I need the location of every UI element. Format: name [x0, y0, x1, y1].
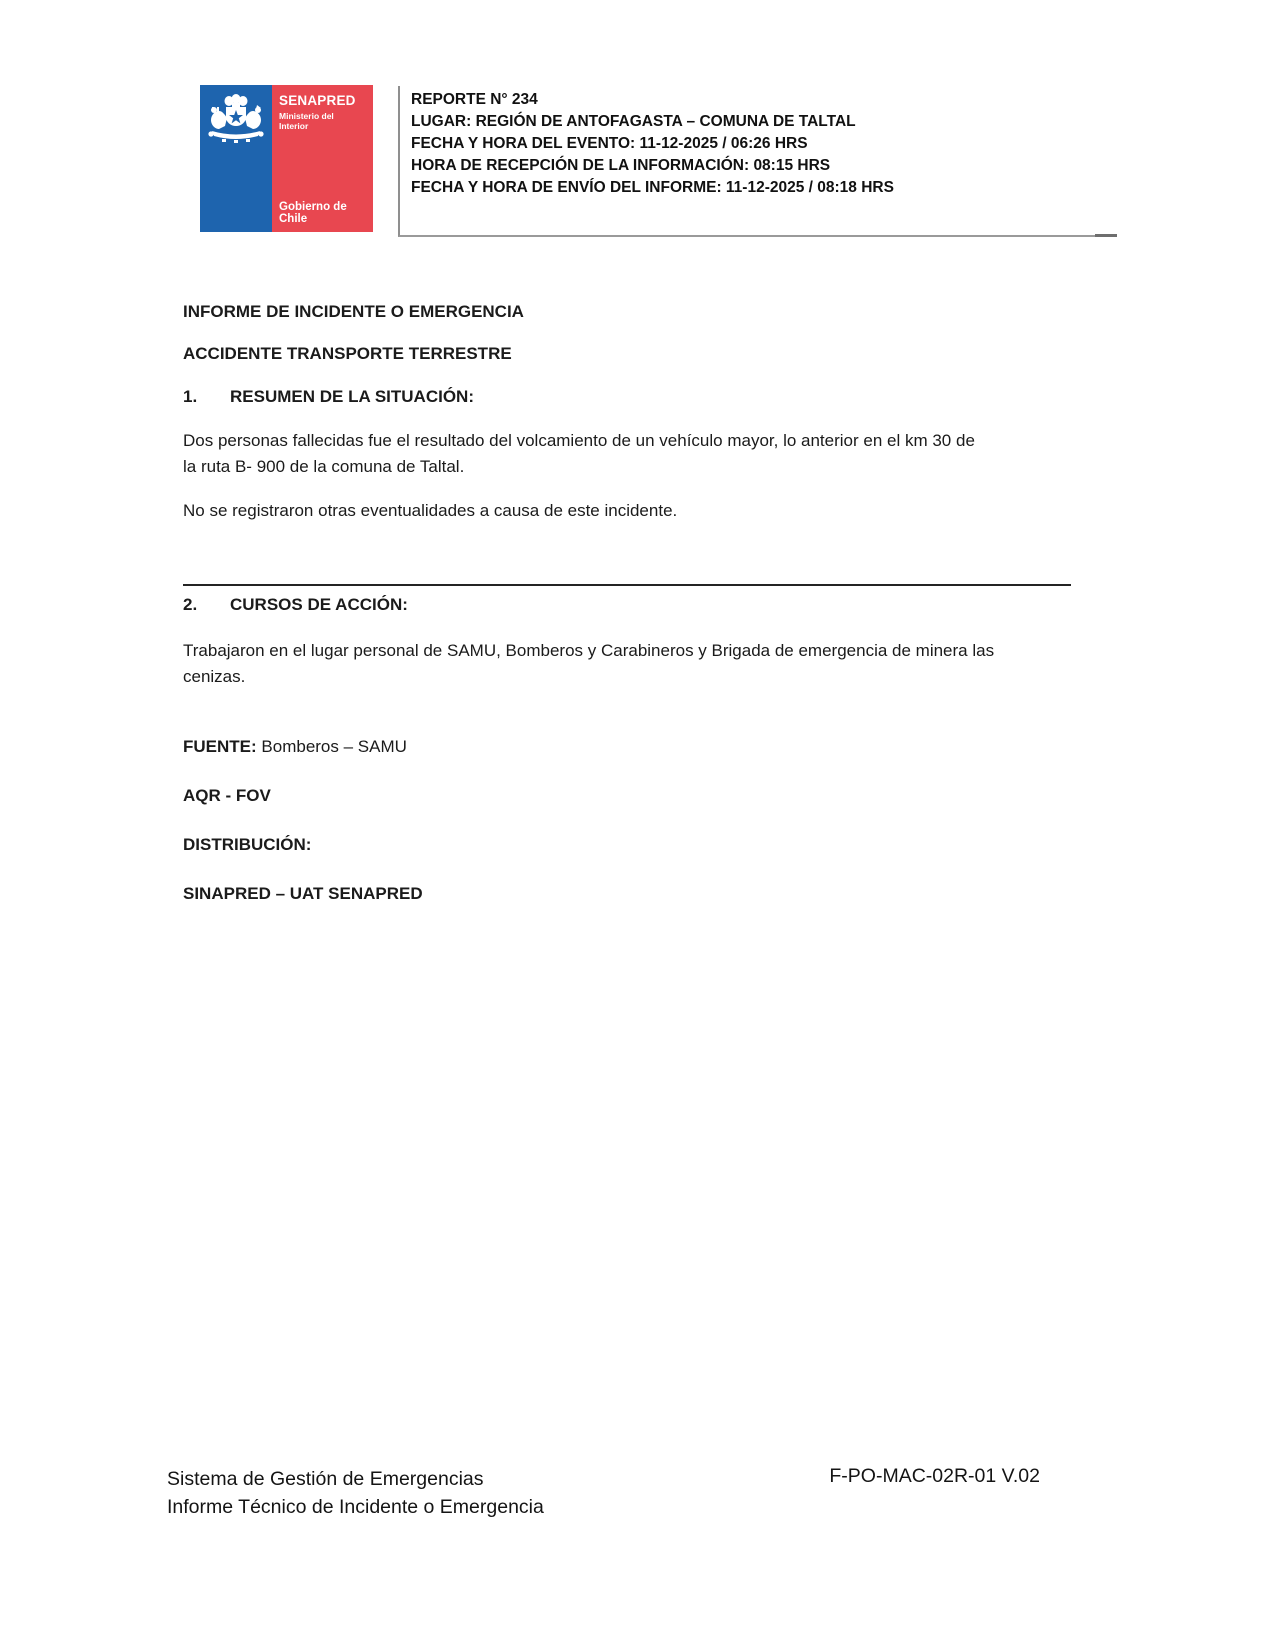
- paragraph-line: Trabajaron en el lugar personal de SAMU, Bomberos y Carabineros y Brigada de emergencia de minera las: [183, 641, 995, 660]
- fuente-line: [183, 737, 1073, 757]
- footer-system-name: Sistema de Gestión de Emergencias: [167, 1468, 484, 1490]
- header-border-tick: [1095, 234, 1117, 237]
- report-location: LUGAR: REGIÓN DE ANTOFAGASTA – COMUNA DE TALTAL: [411, 113, 856, 130]
- senapred-logo: [200, 85, 373, 232]
- section2-paragraph: [183, 638, 1073, 690]
- footer-document-code: F-PO-MAC-02R-01 V.02: [829, 1465, 1040, 1487]
- report-number: REPORTE N° 234: [411, 91, 538, 108]
- report-header: [398, 86, 1117, 237]
- logo-blue-panel: [200, 85, 272, 232]
- section1-number: 1.: [183, 387, 198, 406]
- distribucion-label: DISTRIBUCIÓN:: [183, 835, 312, 854]
- chile-coat-of-arms-icon: [205, 94, 267, 150]
- paragraph-line: Dos personas fallecidas fue el resultado del volcamiento de un vehículo mayor, lo anterior en el km 30 de: [183, 431, 975, 450]
- logo-red-panel: [272, 85, 373, 232]
- section2-heading-label: CURSOS DE ACCIÓN:: [230, 595, 408, 614]
- footer-left: [167, 1465, 544, 1521]
- section2-number: 2.: [183, 595, 198, 614]
- section1-paragraph1: [183, 428, 1073, 480]
- report-sent-datetime: FECHA Y HORA DE ENVÍO DEL INFORME: 11-12-2025 / 08:18 HRS: [411, 179, 894, 196]
- logo-government-text: Gobierno de Chile: [279, 201, 347, 225]
- section1-paragraph2: No se registraron otras eventualidades a causa de este incidente.: [183, 501, 678, 520]
- logo-ministry-line1: Ministerio del: [279, 111, 334, 121]
- report-event-datetime: FECHA Y HORA DEL EVENTO: 11-12-2025 / 06:26 HRS: [411, 135, 808, 152]
- footer-report-type: Informe Técnico de Incidente o Emergencia: [167, 1496, 544, 1518]
- paragraph-line: la ruta B- 900 de la comuna de Taltal.: [183, 457, 465, 476]
- aqr-line: AQR - FOV: [183, 786, 271, 805]
- logo-ministry-line2: Interior: [279, 121, 309, 131]
- section1-heading-label: RESUMEN DE LA SITUACIÓN:: [230, 387, 474, 406]
- section1-heading: [183, 387, 1073, 407]
- paragraph-line: cenizas.: [183, 667, 246, 686]
- document-subtitle: ACCIDENTE TRANSPORTE TERRESTRE: [183, 344, 512, 363]
- separator-line: [183, 584, 1071, 586]
- section2-heading: [183, 595, 1073, 615]
- report-reception-time: HORA DE RECEPCIÓN DE LA INFORMACIÓN: 08:15 HRS: [411, 157, 831, 174]
- fuente-label: FUENTE:: [183, 737, 257, 756]
- fuente-value: Bomberos – SAMU: [261, 737, 407, 756]
- sinapred-line: SINAPRED – UAT SENAPRED: [183, 884, 423, 903]
- document-title: INFORME DE INCIDENTE O EMERGENCIA: [183, 302, 524, 321]
- logo-brand-text: SENAPRED: [279, 93, 356, 108]
